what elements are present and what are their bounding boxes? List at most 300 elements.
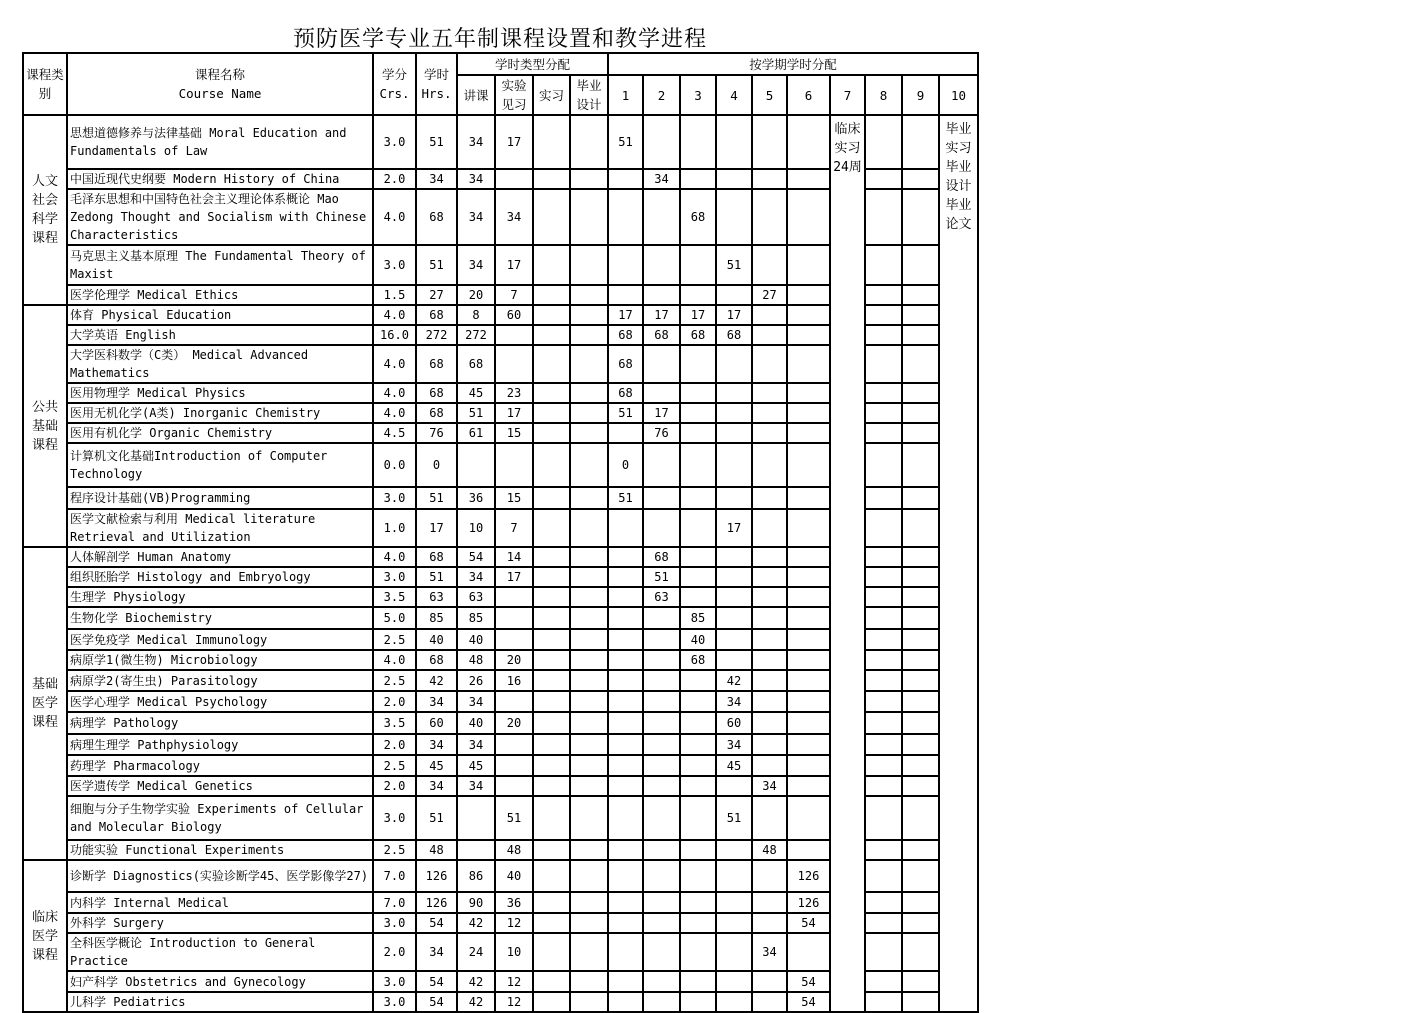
header-semester-2: 2 — [643, 75, 680, 115]
semester-1-cell — [608, 567, 643, 587]
practice-cell — [533, 734, 570, 755]
grad-design-cell — [570, 325, 608, 345]
lecture-cell: 34 — [457, 169, 495, 189]
lecture-cell: 34 — [457, 245, 495, 285]
practice-cell — [533, 403, 570, 423]
credits-cell: 2.0 — [373, 933, 416, 971]
semester-8-cell — [865, 840, 902, 860]
lab-cell: 12 — [495, 971, 533, 992]
lab-cell: 20 — [495, 712, 533, 734]
lab-cell: 14 — [495, 547, 533, 567]
semester-2-cell: 34 — [643, 169, 680, 189]
practice-cell — [533, 971, 570, 992]
semester-3-cell — [680, 734, 716, 755]
course-name-cell: 生物化学 Biochemistry — [67, 607, 373, 629]
course-name-cell: 功能实验 Functional Experiments — [67, 840, 373, 860]
hours-cell: 51 — [416, 567, 457, 587]
grad-design-cell — [570, 487, 608, 509]
credits-cell: 4.0 — [373, 189, 416, 245]
course-name-cell: 诊断学 Diagnostics(实验诊断学45、医学影像学27) — [67, 860, 373, 892]
semester-5-cell — [752, 423, 787, 443]
semester-2-cell: 68 — [643, 547, 680, 567]
credits-cell: 1.5 — [373, 285, 416, 305]
semester-4-cell — [716, 345, 752, 383]
semester-8-cell — [865, 547, 902, 567]
semester-4-cell — [716, 383, 752, 403]
semester-4-cell: 51 — [716, 245, 752, 285]
semester-4-cell — [716, 587, 752, 607]
grad-design-cell — [570, 840, 608, 860]
grad-design-cell — [570, 971, 608, 992]
semester-9-cell — [902, 245, 939, 285]
practice-cell — [533, 285, 570, 305]
lecture-cell: 86 — [457, 860, 495, 892]
semester-5-cell — [752, 403, 787, 423]
grad-design-cell — [570, 403, 608, 423]
semester-6-cell — [787, 383, 830, 403]
semester-5-cell — [752, 913, 787, 933]
header-practice: 实习 — [533, 75, 570, 115]
header-hours — [416, 53, 457, 115]
semester-5-cell: 48 — [752, 840, 787, 860]
semester-6-cell — [787, 776, 830, 796]
semester-9-cell — [902, 933, 939, 971]
category-cell: 基础医学课程 — [23, 547, 67, 860]
semester-5-cell: 34 — [752, 776, 787, 796]
course-name-cell: 医学心理学 Medical Psychology — [67, 691, 373, 712]
semester-2-cell: 68 — [643, 325, 680, 345]
course-name-cell: 细胞与分子生物学实验 Experiments of Cellular and Molecular Biology — [67, 796, 373, 840]
course-name-cell: 马克思主义基本原理 The Fundamental Theory of Maxist — [67, 245, 373, 285]
credits-cell: 2.0 — [373, 169, 416, 189]
header-semester-5: 5 — [752, 75, 787, 115]
semester-4-cell: 68 — [716, 325, 752, 345]
semester-9-cell — [902, 607, 939, 629]
semester-2-cell — [643, 992, 680, 1012]
semester-6-cell — [787, 115, 830, 169]
credits-cell: 3.0 — [373, 245, 416, 285]
practice-cell — [533, 913, 570, 933]
semester-4-cell — [716, 971, 752, 992]
semester-6-cell — [787, 345, 830, 383]
course-name-cell: 医用无机化学(A类) Inorganic Chemistry — [67, 403, 373, 423]
lab-cell: 17 — [495, 115, 533, 169]
grad-design-cell — [570, 509, 608, 547]
semester-1-cell — [608, 840, 643, 860]
semester-4-cell — [716, 650, 752, 670]
semester-9-cell — [902, 712, 939, 734]
semester-5-cell — [752, 245, 787, 285]
lecture-cell: 68 — [457, 345, 495, 383]
course-name-cell: 外科学 Surgery — [67, 913, 373, 933]
semester-2-cell — [643, 285, 680, 305]
semester-9-cell — [902, 443, 939, 487]
hours-cell: 45 — [416, 755, 457, 776]
semester-3-cell — [680, 509, 716, 547]
credits-cell: 4.0 — [373, 305, 416, 325]
hours-cell: 126 — [416, 860, 457, 892]
semester-9-cell — [902, 383, 939, 403]
lecture-cell: 54 — [457, 547, 495, 567]
semester-3-cell: 85 — [680, 607, 716, 629]
semester-6-cell — [787, 423, 830, 443]
semester-5-cell — [752, 383, 787, 403]
credits-cell: 4.0 — [373, 345, 416, 383]
course-name-cell: 药理学 Pharmacology — [67, 755, 373, 776]
semester-2-cell — [643, 755, 680, 776]
semester-3-cell — [680, 892, 716, 913]
semester-6-cell — [787, 587, 830, 607]
grad-design-cell — [570, 587, 608, 607]
semester-5-cell: 34 — [752, 933, 787, 971]
semester-9-cell — [902, 860, 939, 892]
semester-7-note: 临床实习24周 — [830, 115, 865, 1012]
semester-2-cell — [643, 115, 680, 169]
semester-9-cell — [902, 840, 939, 860]
semester-3-cell — [680, 691, 716, 712]
grad-design-cell — [570, 245, 608, 285]
grad-design-cell — [570, 670, 608, 691]
hours-cell: 27 — [416, 285, 457, 305]
header-course-en: Course Name — [178, 86, 262, 101]
semester-1-cell — [608, 189, 643, 245]
semester-9-cell — [902, 115, 939, 169]
lab-cell: 17 — [495, 403, 533, 423]
header-semester-6: 6 — [787, 75, 830, 115]
course-name-cell: 大学医科数学（C类） Medical Advanced Mathematics — [67, 345, 373, 383]
practice-cell — [533, 992, 570, 1012]
course-name-cell: 儿科学 Pediatrics — [67, 992, 373, 1012]
lecture-cell — [457, 840, 495, 860]
semester-8-cell — [865, 971, 902, 992]
semester-6-cell: 126 — [787, 860, 830, 892]
semester-5-cell — [752, 509, 787, 547]
semester-5-cell — [752, 734, 787, 755]
lecture-cell: 20 — [457, 285, 495, 305]
credits-cell: 3.0 — [373, 487, 416, 509]
practice-cell — [533, 892, 570, 913]
header-credits — [373, 53, 416, 115]
practice-cell — [533, 325, 570, 345]
credits-cell: 5.0 — [373, 607, 416, 629]
grad-design-cell — [570, 734, 608, 755]
semester-4-cell — [716, 423, 752, 443]
credits-cell: 3.0 — [373, 971, 416, 992]
semester-3-cell — [680, 712, 716, 734]
semester-8-cell — [865, 587, 902, 607]
lecture-cell — [457, 443, 495, 487]
credits-cell: 1.0 — [373, 509, 416, 547]
lecture-cell: 8 — [457, 305, 495, 325]
credits-cell: 3.0 — [373, 567, 416, 587]
semester-5-cell — [752, 169, 787, 189]
hours-cell: 60 — [416, 712, 457, 734]
grad-design-cell — [570, 189, 608, 245]
semester-3-cell — [680, 913, 716, 933]
semester-2-cell: 17 — [643, 305, 680, 325]
credits-cell: 0.0 — [373, 443, 416, 487]
header-lecture: 讲课 — [457, 75, 495, 115]
course-name-cell: 医用有机化学 Organic Chemistry — [67, 423, 373, 443]
semester-2-cell — [643, 691, 680, 712]
semester-8-cell — [865, 567, 902, 587]
header-semester-4: 4 — [716, 75, 752, 115]
credits-cell: 2.5 — [373, 670, 416, 691]
semester-3-cell — [680, 971, 716, 992]
semester-3-cell — [680, 345, 716, 383]
practice-cell — [533, 587, 570, 607]
course-name-cell: 医学遗传学 Medical Genetics — [67, 776, 373, 796]
grad-design-cell — [570, 169, 608, 189]
semester-3-cell — [680, 547, 716, 567]
grad-design-cell — [570, 992, 608, 1012]
credits-cell: 3.5 — [373, 587, 416, 607]
course-name-cell: 内科学 Internal Medical — [67, 892, 373, 913]
semester-6-cell — [787, 933, 830, 971]
semester-9-cell — [902, 670, 939, 691]
semester-1-cell: 51 — [608, 115, 643, 169]
semester-2-cell — [643, 189, 680, 245]
lecture-cell: 90 — [457, 892, 495, 913]
semester-2-cell — [643, 734, 680, 755]
semester-5-cell — [752, 345, 787, 383]
curriculum-table — [22, 52, 979, 1013]
semester-6-cell — [787, 169, 830, 189]
practice-cell — [533, 629, 570, 650]
semester-6-cell — [787, 443, 830, 487]
practice-cell — [533, 305, 570, 325]
credits-cell: 4.0 — [373, 547, 416, 567]
semester-1-cell — [608, 776, 643, 796]
semester-1-cell — [608, 734, 643, 755]
credits-cell: 16.0 — [373, 325, 416, 345]
semester-1-cell — [608, 712, 643, 734]
semester-1-cell: 68 — [608, 345, 643, 383]
course-name-cell: 毛泽东思想和中国特色社会主义理论体系概论 Mao Zedong Thought and Socialism with Chinese Characteristics — [67, 189, 373, 245]
semester-5-cell — [752, 567, 787, 587]
semester-3-cell — [680, 285, 716, 305]
hours-cell: 0 — [416, 443, 457, 487]
grad-design-cell — [570, 607, 608, 629]
semester-1-cell — [608, 587, 643, 607]
semester-6-cell — [787, 629, 830, 650]
semester-6-cell — [787, 189, 830, 245]
lecture-cell: 42 — [457, 971, 495, 992]
course-name-cell: 体育 Physical Education — [67, 305, 373, 325]
semester-8-cell — [865, 992, 902, 1012]
credits-cell: 4.0 — [373, 383, 416, 403]
lab-cell — [495, 325, 533, 345]
lecture-cell: 34 — [457, 189, 495, 245]
semester-8-cell — [865, 892, 902, 913]
lecture-cell: 45 — [457, 383, 495, 403]
semester-1-cell: 68 — [608, 383, 643, 403]
semester-2-cell — [643, 913, 680, 933]
semester-3-cell: 40 — [680, 629, 716, 650]
semester-3-cell: 68 — [680, 189, 716, 245]
semester-4-cell — [716, 776, 752, 796]
semester-2-cell — [643, 629, 680, 650]
semester-4-cell: 42 — [716, 670, 752, 691]
header-type-group: 学时类型分配 — [457, 53, 608, 75]
semester-6-cell — [787, 734, 830, 755]
semester-1-cell — [608, 971, 643, 992]
semester-3-cell — [680, 670, 716, 691]
lecture-cell: 61 — [457, 423, 495, 443]
semester-2-cell — [643, 383, 680, 403]
semester-8-cell — [865, 933, 902, 971]
course-name-cell: 组织胚胎学 Histology and Embryology — [67, 567, 373, 587]
semester-5-cell — [752, 587, 787, 607]
credits-cell: 7.0 — [373, 892, 416, 913]
lecture-cell: 45 — [457, 755, 495, 776]
semester-3-cell — [680, 487, 716, 509]
lab-cell — [495, 443, 533, 487]
semester-9-cell — [902, 650, 939, 670]
practice-cell — [533, 443, 570, 487]
grad-design-cell — [570, 755, 608, 776]
semester-2-cell: 63 — [643, 587, 680, 607]
practice-cell — [533, 169, 570, 189]
semester-2-cell — [643, 607, 680, 629]
grad-design-cell — [570, 796, 608, 840]
lab-cell: 10 — [495, 933, 533, 971]
semester-3-cell — [680, 860, 716, 892]
semester-3-cell: 68 — [680, 325, 716, 345]
semester-3-cell — [680, 383, 716, 403]
semester-8-cell — [865, 712, 902, 734]
semester-5-cell — [752, 547, 787, 567]
header-semester-7: 7 — [830, 75, 865, 115]
lab-cell: 48 — [495, 840, 533, 860]
semester-3-cell — [680, 245, 716, 285]
semester-9-cell — [902, 169, 939, 189]
grad-design-cell — [570, 776, 608, 796]
course-name-cell: 医学免疫学 Medical Immunology — [67, 629, 373, 650]
hours-cell: 272 — [416, 325, 457, 345]
practice-cell — [533, 189, 570, 245]
hours-cell: 34 — [416, 691, 457, 712]
practice-cell — [533, 650, 570, 670]
semester-8-cell — [865, 691, 902, 712]
semester-6-cell: 54 — [787, 992, 830, 1012]
semester-9-cell — [902, 403, 939, 423]
semester-2-cell — [643, 245, 680, 285]
header-grad-design: 毕业设计 — [570, 75, 608, 115]
lecture-cell: 34 — [457, 691, 495, 712]
semester-8-cell — [865, 776, 902, 796]
lecture-cell: 40 — [457, 712, 495, 734]
semester-1-cell — [608, 509, 643, 547]
semester-4-cell — [716, 189, 752, 245]
hours-cell: 85 — [416, 607, 457, 629]
credits-cell: 2.5 — [373, 629, 416, 650]
category-cell: 公共基础课程 — [23, 305, 67, 547]
semester-9-cell — [902, 189, 939, 245]
semester-5-cell: 27 — [752, 285, 787, 305]
semester-3-cell — [680, 776, 716, 796]
semester-1-cell — [608, 650, 643, 670]
semester-4-cell — [716, 607, 752, 629]
page-title: 预防医学专业五年制课程设置和教学进程 — [292, 27, 707, 52]
semester-8-cell — [865, 169, 902, 189]
semester-4-cell: 17 — [716, 509, 752, 547]
semester-5-cell — [752, 629, 787, 650]
lab-cell: 12 — [495, 913, 533, 933]
credits-cell: 3.5 — [373, 712, 416, 734]
semester-2-cell — [643, 670, 680, 691]
grad-design-cell — [570, 567, 608, 587]
lab-cell: 20 — [495, 650, 533, 670]
practice-cell — [533, 115, 570, 169]
semester-1-cell: 51 — [608, 403, 643, 423]
grad-design-cell — [570, 860, 608, 892]
semester-2-cell — [643, 892, 680, 913]
credits-cell: 3.0 — [373, 115, 416, 169]
semester-9-cell — [902, 305, 939, 325]
semester-6-cell — [787, 487, 830, 509]
semester-4-cell — [716, 487, 752, 509]
header-lab: 实验见习 — [495, 75, 533, 115]
semester-2-cell — [643, 345, 680, 383]
semester-3-cell — [680, 796, 716, 840]
header-course-cn: 课程名称 — [194, 67, 245, 82]
semester-8-cell — [865, 734, 902, 755]
semester-8-cell — [865, 487, 902, 509]
lab-cell: 17 — [495, 245, 533, 285]
header-course-name — [67, 53, 373, 115]
hours-cell: 17 — [416, 509, 457, 547]
grad-design-cell — [570, 423, 608, 443]
semester-5-cell — [752, 443, 787, 487]
hours-cell: 54 — [416, 913, 457, 933]
course-name-cell: 大学英语 English — [67, 325, 373, 345]
semester-9-cell — [902, 509, 939, 547]
credits-cell: 3.0 — [373, 913, 416, 933]
hours-cell: 34 — [416, 734, 457, 755]
semester-2-cell — [643, 933, 680, 971]
semester-8-cell — [865, 189, 902, 245]
semester-3-cell — [680, 587, 716, 607]
course-name-cell: 医学文献检索与利用 Medical literature Retrieval and Utilization — [67, 509, 373, 547]
course-name-cell: 计算机文化基础Introduction of Computer Technology — [67, 443, 373, 487]
lecture-cell: 26 — [457, 670, 495, 691]
semester-3-cell: 68 — [680, 650, 716, 670]
semester-8-cell — [865, 285, 902, 305]
semester-4-cell — [716, 933, 752, 971]
header-semester-3: 3 — [680, 75, 716, 115]
credits-cell: 2.0 — [373, 691, 416, 712]
semester-8-cell — [865, 245, 902, 285]
semester-8-cell — [865, 305, 902, 325]
semester-4-cell: 45 — [716, 755, 752, 776]
lab-cell: 34 — [495, 189, 533, 245]
credits-cell: 2.5 — [373, 755, 416, 776]
credits-cell: 4.0 — [373, 650, 416, 670]
semester-1-cell — [608, 285, 643, 305]
semester-6-cell — [787, 607, 830, 629]
course-name-cell: 医用物理学 Medical Physics — [67, 383, 373, 403]
hours-cell: 126 — [416, 892, 457, 913]
lecture-cell: 42 — [457, 992, 495, 1012]
category-cell: 临床医学课程 — [23, 860, 67, 1012]
header-semester-10: 10 — [939, 75, 978, 115]
grad-design-cell — [570, 115, 608, 169]
hours-cell: 51 — [416, 796, 457, 840]
header-hours-cn: 学时 — [423, 67, 449, 82]
semester-9-cell — [902, 325, 939, 345]
hours-cell: 51 — [416, 245, 457, 285]
